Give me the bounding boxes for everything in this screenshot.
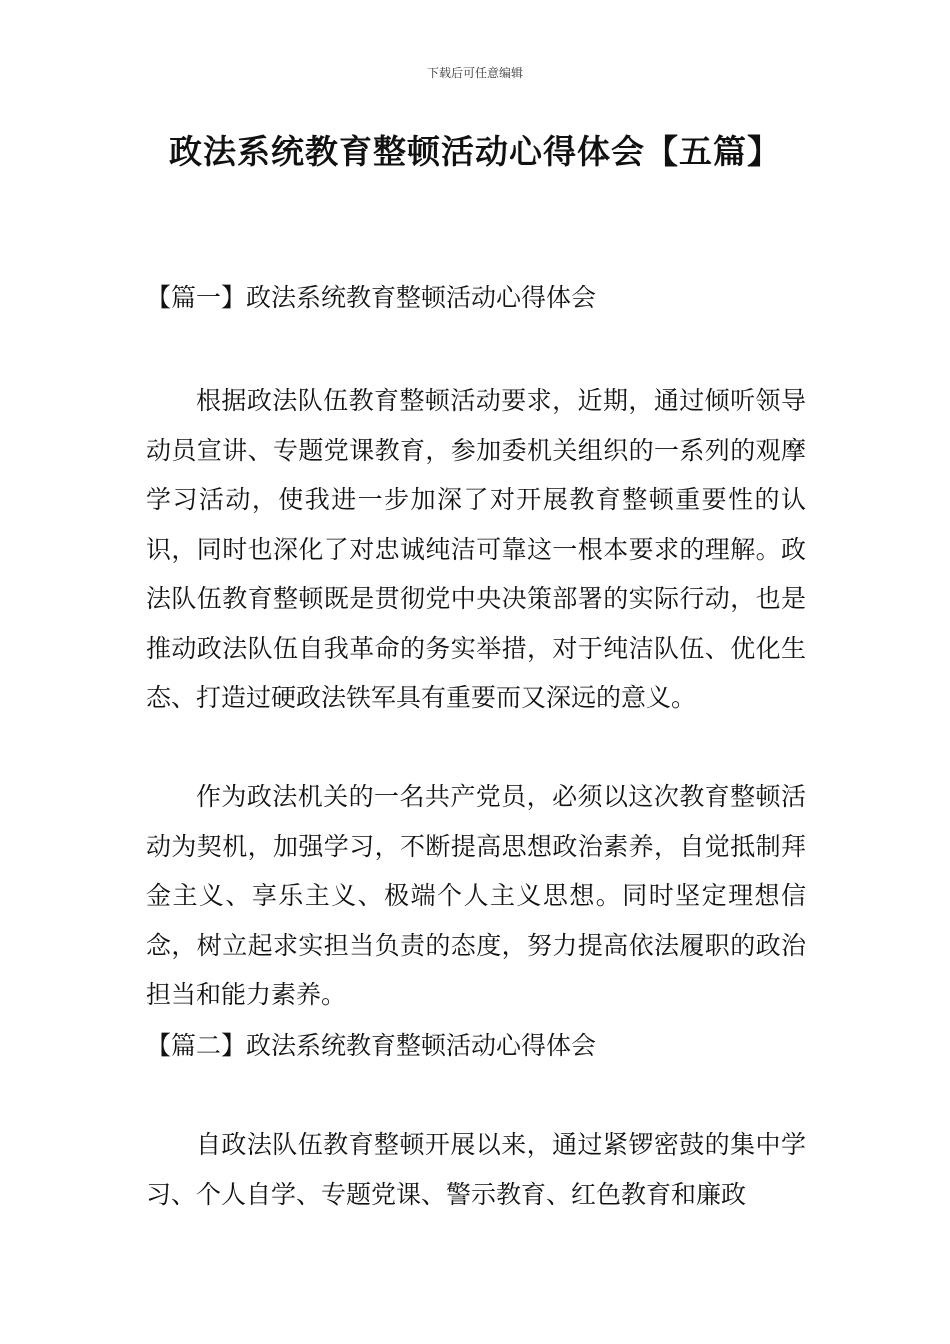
section-2-paragraph-1: 自政法队伍教育整顿开展以来，通过紧锣密鼓的集中学习、个人自学、专题党课、警示教育、红色教育和廉政	[146, 1130, 806, 1209]
section-heading-1: 【篇一】政法系统教育整顿活动心得体会	[146, 283, 597, 312]
header-note: 下载后可任意编辑	[426, 66, 523, 80]
section-heading-2: 【篇二】政法系统教育整顿活动心得体会	[146, 1031, 597, 1060]
document-title: 政法系统教育整顿活动心得体会【五篇】	[169, 132, 781, 171]
section-1-paragraph-1: 根据政法队伍教育整顿活动要求，近期，通过倾听领导动员宣讲、专题党课教育，参加委机关组织的一系列的观摩学习活动，使我进一步加深了对开展教育整顿重要性的认识，同时也深化了对忠诚纯洁可靠这一根本要求的理解。政法队伍教育整顿既是贯彻党中央决策部署的实际行动，也是推动政法队伍自我革命的务实举措，对于纯洁队伍、优化生态、打造过硬政法铁军具有重要而又深远的意义。	[146, 386, 806, 712]
section-1-paragraph-2: 作为政法机关的一名共产党员，必须以这次教育整顿活动为契机，加强学习，不断提高思想政治素养，自觉抵制拜金主义、享乐主义、极端个人主义思想。同时坚定理想信念，树立起求实担当负责的态度，努力提高依法履职的政治担当和能力素养。	[146, 782, 806, 1009]
